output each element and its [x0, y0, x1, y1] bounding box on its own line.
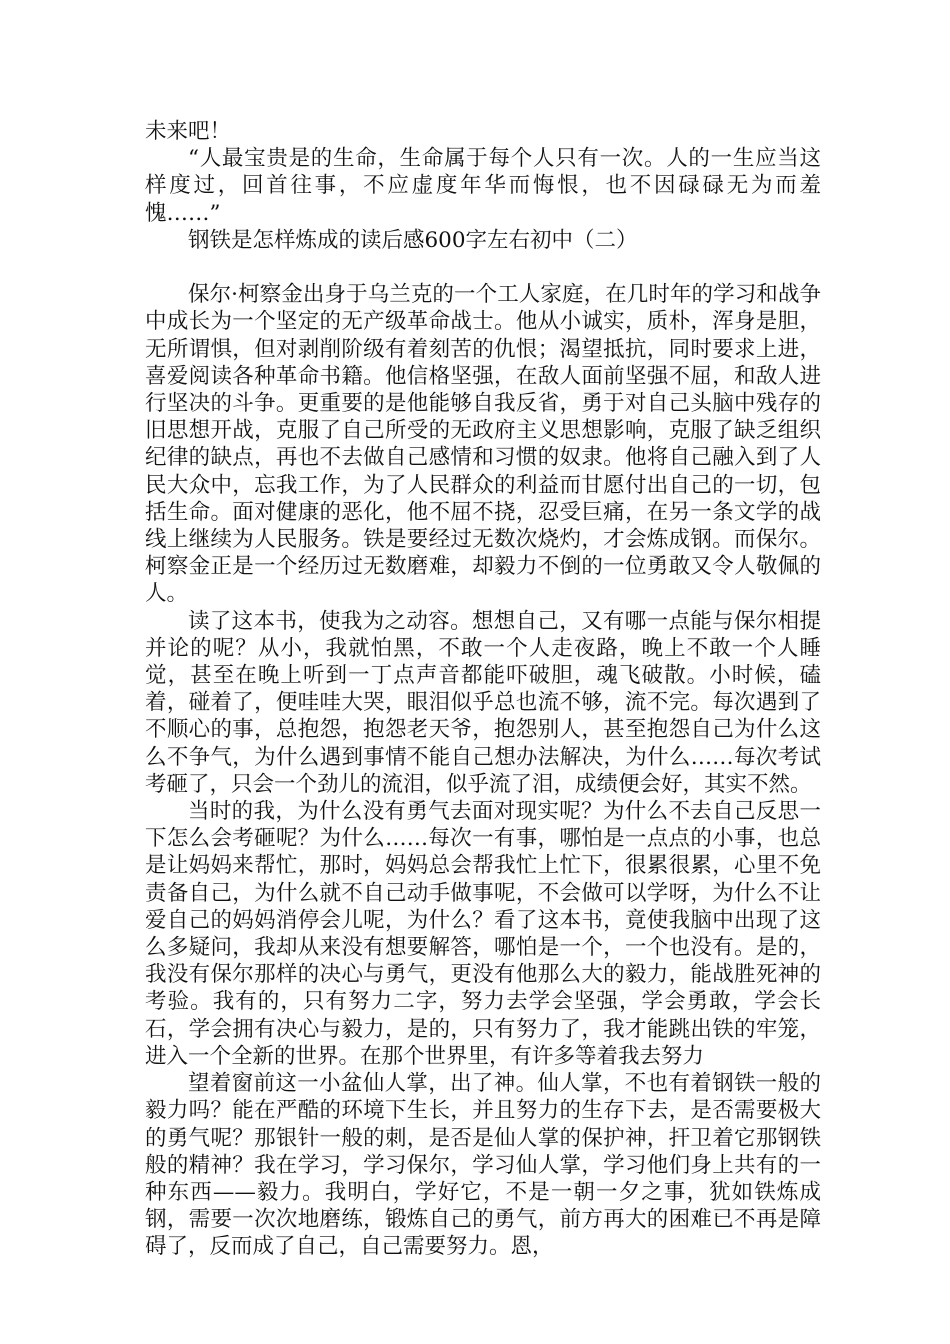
paragraph-body: 望着窗前这一小盆仙人掌，出了神。仙人掌，不也有着钢铁一般的毅力吗？能在严酷的环境下生长，并且努力的生存下去，是否需要极大的勇气呢？那银针一般的刺，是否是仙人掌的保护神，扞卫着它那钢铁般的精神？我在学习，学习保尔，学习仙人掌，学习他们身上共有的一种东西——毅力。我明白，学好它，不是一朝一夕之事，犹如铁炼成钢，需要一次次地磨练，锻炼自己的勇气，前方再大的困难已不再是障碍了，反而成了自己，自己需要努力。恩， — [145, 1071, 821, 1260]
paragraph-quote: “人最宝贵是的生命，生命属于每个人只有一次。人的一生应当这样度过，回首往事，不应虚度年华而悔恨，也不因碌碌无为而羞愧……” — [145, 146, 821, 226]
paragraph-body: 当时的我，为什么没有勇气去面对现实呢？为什么不去自己反思一下怎么会考砸呢？为什么……每次一有事，哪怕是一点点的小事，也总是让妈妈来帮忙，那时，妈妈总会帮我忙上忙下，很累很累，心里不免责备自己，为什么就不自己动手做事呢，不会做可以学呀，为什么不让爱自己的妈妈消停会儿呢，为什么？看了这本书，竟使我脑中出现了这么多疑问，我却从来没有想要解答，哪怕是一个，一个也没有。是的，我没有保尔那样的决心与勇气，更没有他那么大的毅力，能战胜死神的考验。我有的，只有努力二字，努力去学会坚强，学会勇敢，学会长石，学会拥有决心与毅力，是的，只有努力了，我才能跳出铁的牢笼，进入一个全新的世界。在那个世界里，有许多等着我去努力 — [145, 799, 821, 1069]
paragraph-continuation: 未来吧！ — [145, 119, 232, 144]
paragraph-body: 保尔·柯察金出身于乌兰克的一个工人家庭，在几时年的学习和战争中成长为一个坚定的无产级革命战士。他从小诚实，质朴，浑身是胆，无所谓惧，但对剥削阶级有着刻苦的仇恨；渴望抵抗，同时要求上进，喜爱阅读各种革命书籍。他信格坚强，在敌人面前坚强不屈，和敌人进行坚决的斗争。更重要的是他能够自我反省，勇于对自己头脑中残存的旧思想开战，克服了自己所受的无政府主义思想影响，克服了缺乏组织纪律的缺点，再也不去做自己感情和习惯的奴隶。他将自己融入到了人民大众中，忘我工作，为了人民群众的利益而甘愿付出自己的一切，包括生命。面对健康的恶化，他不屈不挠，忍受巨痛，在另一条文学的战线上继续为人民服务。铁是要经过无数次烧灼，才会炼成钢。而保尔。柯察金正是一个经历过无数磨难，却毅力不倒的一位勇敢又令人敬佩的人。 — [145, 282, 821, 607]
section-heading: 钢铁是怎样炼成的读后感600字左右初中（二） — [188, 227, 638, 253]
blank-line — [145, 254, 821, 281]
document-body — [145, 118, 821, 1261]
paragraph-body: 读了这本书，使我为之动容。想想自己，又有哪一点能与保尔相提并论的呢？从小，我就怕黑，不敢一个人走夜路，晚上不敢一个人睡觉，甚至在晚上听到一丁点声音都能吓破胆，魂飞破散。小时候，磕着，碰着了，便哇哇大哭，眼泪似乎总也流不够，流不完。每次遇到了不顺心的事，总抱怨，抱怨老天爷，抱怨别人，甚至抱怨自己为什么这么不争气，为什么遇到事情不能自己想办法解决，为什么……每次考试考砸了，只会一个劲儿的流泪，似乎流了泪，成绩便会好，其实不然。 — [145, 608, 821, 797]
